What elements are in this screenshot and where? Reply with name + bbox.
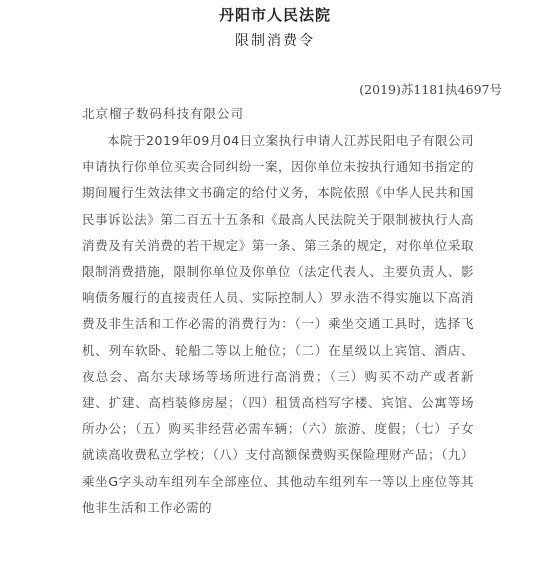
court-name: 丹阳市人民法院 bbox=[218, 6, 331, 24]
document-title: 限制消费令 bbox=[235, 33, 315, 49]
order-body-text: 本院于2019年09月04日立案执行申请人江苏民阳电子有限公司申请执行你单位买卖合同纠纷一案，因你单位未按执行通知书指定的期间履行生效法律文书确定的给付义务，本院依照《中华人民共和国民事诉讼法》第二百五十五条和《最高人民法院关于限制被执行人高消费及有关消费的若干规定》第一条、第三条的规定，对你单位采取限制消费措施，限制你单位及你单位（法定代表人、主要负责人、影响债务履行的直接责任人员、实际控制人）罗永浩不得实施以下高消费及非生活和工作必需的消费行为：（一）乘坐交通工具时，选择飞机、列车软卧、轮船二等以上舱位；（二）在星级以上宾馆、酒店、夜总会、高尔夫球场等场所进行高消费；（三）购买不动产或者新建、扩建、高档装修房屋；（四）租赁高档写字楼、宾馆、公寓等场所办公；（五）购买非经营必需车辆；（六）旅游、度假；（七）子女就读高收费私立学校；（八）支付高额保费购买保险理财产品；（九）乘坐G字头动车组列车全部座位、其他动车组列车一等以上座位等其他非生活和工作必需的 bbox=[82, 133, 474, 515]
addressee: 北京榴子数码科技有限公司 bbox=[82, 106, 245, 121]
case-number: (2019)苏1181执4697号 bbox=[359, 82, 502, 97]
